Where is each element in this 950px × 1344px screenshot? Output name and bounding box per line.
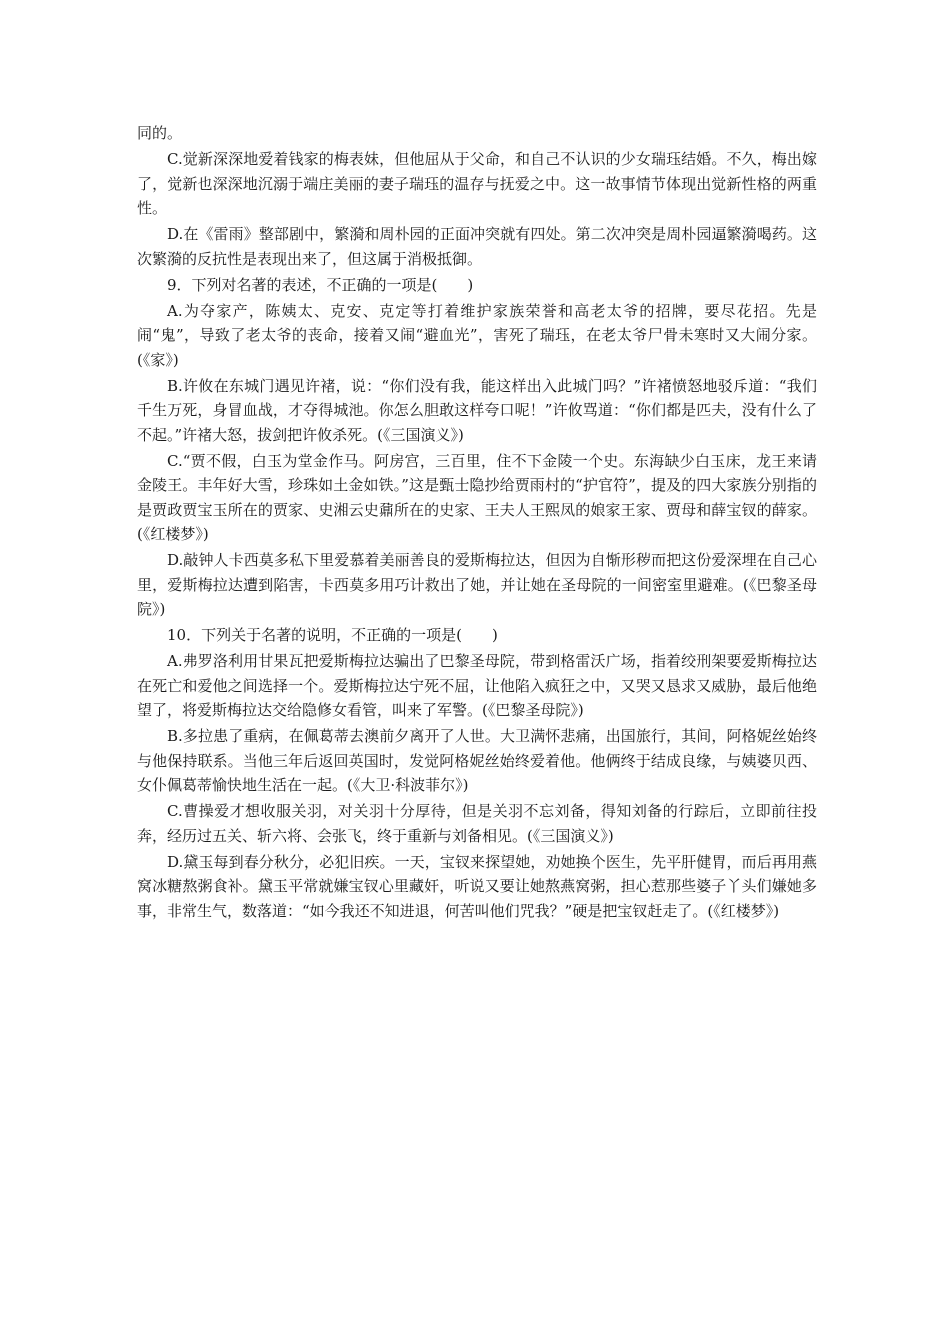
q8-option-d: D.在《雷雨》整部剧中，繁漪和周朴园的正面冲突就有四处。第二次冲突是周朴园逼繁漪喝药。这次繁漪的反抗性是表现出来了，但这属于消极抵御。 <box>137 225 817 268</box>
q8-option-c: C.觉新深深地爱着钱家的梅表妹，但他屈从于父命，和自己不认识的少女瑞珏结婚。不久，梅出嫁了，觉新也深深地沉溺于端庄美丽的妻子瑞珏的温存与抚爱之中。这一故事情节体现出觉新性格的两重性。 <box>137 150 817 217</box>
q10-option-d: D.黛玉每到春分秋分，必犯旧疾。一天，宝钗来探望她，劝她换个医生，先平肝健胃，而后再用燕窝冰糖熬粥食补。黛玉平常就嫌宝钗心里藏奸，听说又要让她熬燕窝粥，担心惹那些婆子丫头们嫌她多事，非常生气，数落道：“如今我还不知进退，何苦叫他们咒我？”硬是把宝钗赶走了。(《红楼梦》) <box>137 852 817 920</box>
q9-option-b: B.许攸在东城门遇见许褚，说：“你们没有我，能这样出入此城门吗？”许褚愤怒地驳斥道：“我们千生万死，身冒血战，才夺得城池。你怎么胆敢这样夸口呢！”许攸骂道：“你们都是匹夫，没有什么了不起。”许褚大怒，拔剑把许攸杀死。(《三国演义》) <box>137 376 817 444</box>
q9-option-a: A.为夺家产，陈姨太、克安、克定等打着维护家族荣誉和高老太爷的招牌，要尽花招。先是闹“鬼”，导致了老太爷的丧命，接着又闹“避血光”，害死了瑞珏，在老太爷尸骨未寒时又大闹分家。(《家》) <box>137 301 817 369</box>
document-page <box>137 121 817 925</box>
q8-continuation-text: 同的。 <box>137 124 183 142</box>
q9-option-c: C.“贾不假，白玉为堂金作马。阿房宫，三百里，住不下金陵一个史。东海缺少白玉床，龙王来请金陵王。丰年好大雪，珍珠如土金如铁。”这是甄士隐抄给贾雨村的“护官符”，提及的四大家族分别指的是贾政贾宝玉所在的贾家、史湘云史鼐所在的史家、王夫人王熙凤的娘家王家、贾母和薛宝钗的薛家。(《红楼梦》) <box>137 451 817 543</box>
q9-option-d: D.敲钟人卡西莫多私下里爱慕着美丽善良的爱斯梅拉达，但因为自惭形秽而把这份爱深埋在自己心里，爱斯梅拉达遭到陷害，卡西莫多用巧计救出了她，并让她在圣母院的一间密室里避难。(《巴黎圣母院》) <box>137 551 817 618</box>
q10-option-a: A.弗罗洛利用甘果瓦把爱斯梅拉达骗出了巴黎圣母院，带到格雷沃广场，指着绞刑架要爱斯梅拉达在死亡和爱他之间选择一个。爱斯梅拉达宁死不屈，让他陷入疯狂之中，又哭又恳求又威胁，最后他绝望了，将爱斯梅拉达交给隐修女看管，叫来了军警。(《巴黎圣母院》) <box>137 652 817 719</box>
q10-option-b: B.多拉患了重病，在佩葛蒂去澳前夕离开了人世。大卫满怀悲痛，出国旅行，其间，阿格妮丝始终与他保持联系。当他三年后返回英国时，发觉阿格妮丝始终爱着他。他俩终于结成良缘，与姨婆贝西、女仆佩葛蒂愉快地生活在一起。(《大卫·科波菲尔》) <box>137 727 817 794</box>
q10-option-c: C.曹操爱才想收服关羽，对关羽十分厚待，但是关羽不忘刘备，得知刘备的行踪后，立即前往投奔，经历过五关、斩六将、会张飞，终于重新与刘备相见。(《三国演义》) <box>137 802 817 845</box>
question-9-stem: 9．下列对名著的表述，不正确的一项是( ) <box>167 275 474 294</box>
question-10-stem: 10．下列关于名著的说明，不正确的一项是( ) <box>167 626 498 644</box>
